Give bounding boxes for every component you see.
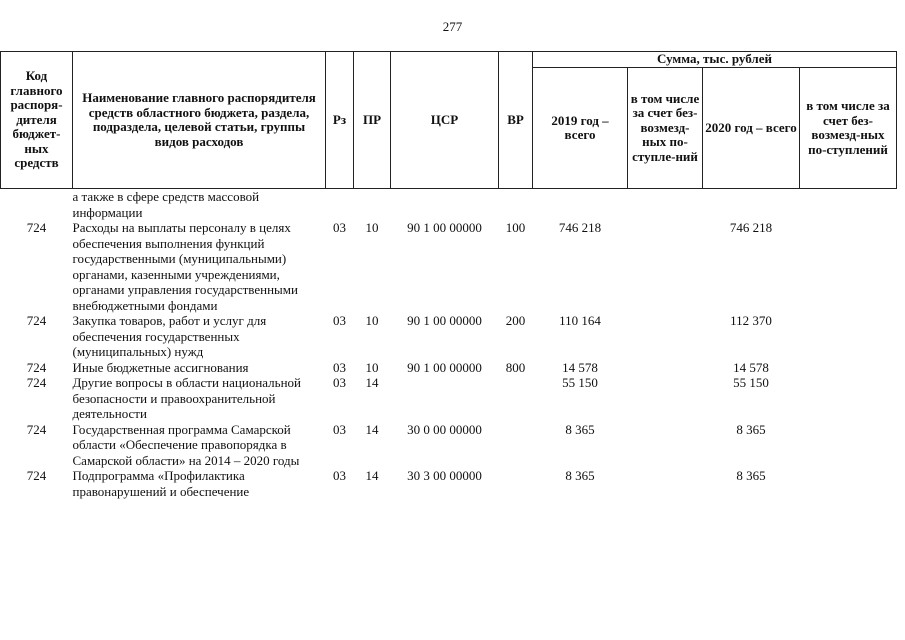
header-rz: Рз xyxy=(326,52,354,189)
table-row xyxy=(1,468,897,499)
row-rz: 03 xyxy=(333,220,346,235)
header-2020-gratuitous: в том числе за счет без-возмезд-ных по-ступлений xyxy=(800,68,897,189)
row-name: Расходы на выплаты персоналу в целях обеспечения выполнения функций государственными (муниципальными) органами, казенными учреждениями, органами управления государственными внебюджетными фондами xyxy=(72,220,298,313)
table-row xyxy=(1,189,897,221)
row-csr: 90 1 00 00000 xyxy=(407,313,482,328)
row-rz xyxy=(326,189,354,221)
row-2019-total: 14 578 xyxy=(562,359,598,375)
table-row xyxy=(1,375,897,422)
row-2019-gratuitous xyxy=(628,360,703,376)
row-2020-gratuitous xyxy=(800,375,897,422)
row-2020-gratuitous xyxy=(800,468,897,499)
row-vr: 800 xyxy=(505,359,526,375)
row-csr: 90 1 00 00000 xyxy=(407,359,482,375)
row-csr xyxy=(391,375,499,422)
header-2019-total: 2019 год – всего xyxy=(533,68,628,189)
row-2019-total: 110 164 xyxy=(559,313,601,328)
row-csr xyxy=(391,189,499,221)
row-code: 724 xyxy=(26,421,47,437)
row-vr xyxy=(499,375,533,422)
row-name: Государственная программа Самарской области «Обеспечение правопорядка в Самарской области» на 2014 – 2020 годы xyxy=(72,421,300,468)
row-rz: 03 xyxy=(333,421,346,437)
row-2020-gratuitous xyxy=(800,189,897,221)
row-2019-gratuitous xyxy=(628,375,703,422)
table-row xyxy=(1,220,897,313)
row-2019-total xyxy=(533,189,628,221)
row-pr: 14 xyxy=(365,375,379,390)
header-2019-gratuitous: в том числе за счет без-возмезд-ных по-ступле-ний xyxy=(628,68,703,189)
row-2019-gratuitous xyxy=(628,189,703,221)
row-vr xyxy=(499,468,533,499)
row-code xyxy=(1,189,73,221)
header-pr: ПР xyxy=(354,52,391,189)
header-csr: ЦСР xyxy=(391,52,499,189)
row-2019-gratuitous xyxy=(628,220,703,313)
row-rz: 03 xyxy=(333,313,346,328)
row-pr: 14 xyxy=(365,421,379,437)
row-code: 724 xyxy=(26,220,47,235)
row-2019-gratuitous xyxy=(628,422,703,469)
row-name: а также в сфере средств массовой информации xyxy=(72,189,260,220)
row-2020-total: 55 150 xyxy=(733,375,769,390)
table-row xyxy=(1,360,897,376)
row-2020-total: 8 365 xyxy=(736,468,766,483)
row-pr: 10 xyxy=(365,220,379,235)
table-body xyxy=(1,189,897,500)
row-pr: 14 xyxy=(365,468,379,483)
row-2020-total: 746 218 xyxy=(729,220,773,235)
row-pr: 10 xyxy=(365,359,379,375)
row-code: 724 xyxy=(26,359,47,375)
row-vr xyxy=(499,189,533,221)
row-pr xyxy=(354,189,391,221)
row-code: 724 xyxy=(26,375,47,390)
row-vr: 100 xyxy=(505,220,526,235)
row-2020-total xyxy=(703,189,800,221)
table-header xyxy=(1,52,897,189)
row-2019-total: 746 218 xyxy=(558,220,602,235)
row-name: Закупка товаров, работ и услуг для обеспечения государственных (муниципальных) нужд xyxy=(72,313,267,359)
row-2020-gratuitous xyxy=(800,313,897,360)
row-2019-gratuitous xyxy=(628,468,703,499)
row-2020-gratuitous xyxy=(800,220,897,313)
header-name: Наименование главного распорядителя средств областного бюджета, раздела, подраздела, целевой статьи, группы видов расходов xyxy=(73,52,326,189)
page-number: 277 xyxy=(442,19,463,34)
row-code: 724 xyxy=(26,468,47,483)
header-code: Код главного распоря-дителя бюджет-ных средств xyxy=(1,52,73,189)
row-name: Подпрограмма «Профилактика правонарушений и обеспечение xyxy=(72,468,250,499)
row-2019-total: 8 365 xyxy=(565,468,595,483)
header-2020-total: 2020 год – всего xyxy=(703,68,800,189)
row-name: Другие вопросы в области национальной безопасности и правоохранительной деятельности xyxy=(72,375,301,421)
row-code: 724 xyxy=(26,313,47,328)
header-sum: Сумма, тыс. рублей xyxy=(533,52,897,68)
row-rz: 03 xyxy=(333,359,346,375)
row-csr: 90 1 00 00000 xyxy=(407,220,482,235)
row-csr: 30 3 00 00000 xyxy=(407,468,482,483)
row-2019-gratuitous xyxy=(628,313,703,360)
row-vr xyxy=(499,422,533,469)
row-rz: 03 xyxy=(333,468,346,483)
table-row xyxy=(1,313,897,360)
row-2020-gratuitous xyxy=(800,422,897,469)
header-vr: ВР xyxy=(499,52,533,189)
row-csr: 30 0 00 00000 xyxy=(407,421,482,437)
row-2019-total: 55 150 xyxy=(562,375,598,390)
budget-table xyxy=(0,51,897,499)
row-2020-total: 8 365 xyxy=(736,421,766,437)
row-2020-total: 14 578 xyxy=(733,359,769,375)
row-2019-total: 8 365 xyxy=(565,421,595,437)
table-row xyxy=(1,422,897,469)
row-name: Иные бюджетные ассигнования xyxy=(72,359,249,375)
row-2020-total: 112 370 xyxy=(730,313,772,328)
row-vr: 200 xyxy=(505,313,526,328)
row-rz: 03 xyxy=(333,375,346,390)
row-2020-gratuitous xyxy=(800,360,897,376)
row-pr: 10 xyxy=(365,313,379,328)
